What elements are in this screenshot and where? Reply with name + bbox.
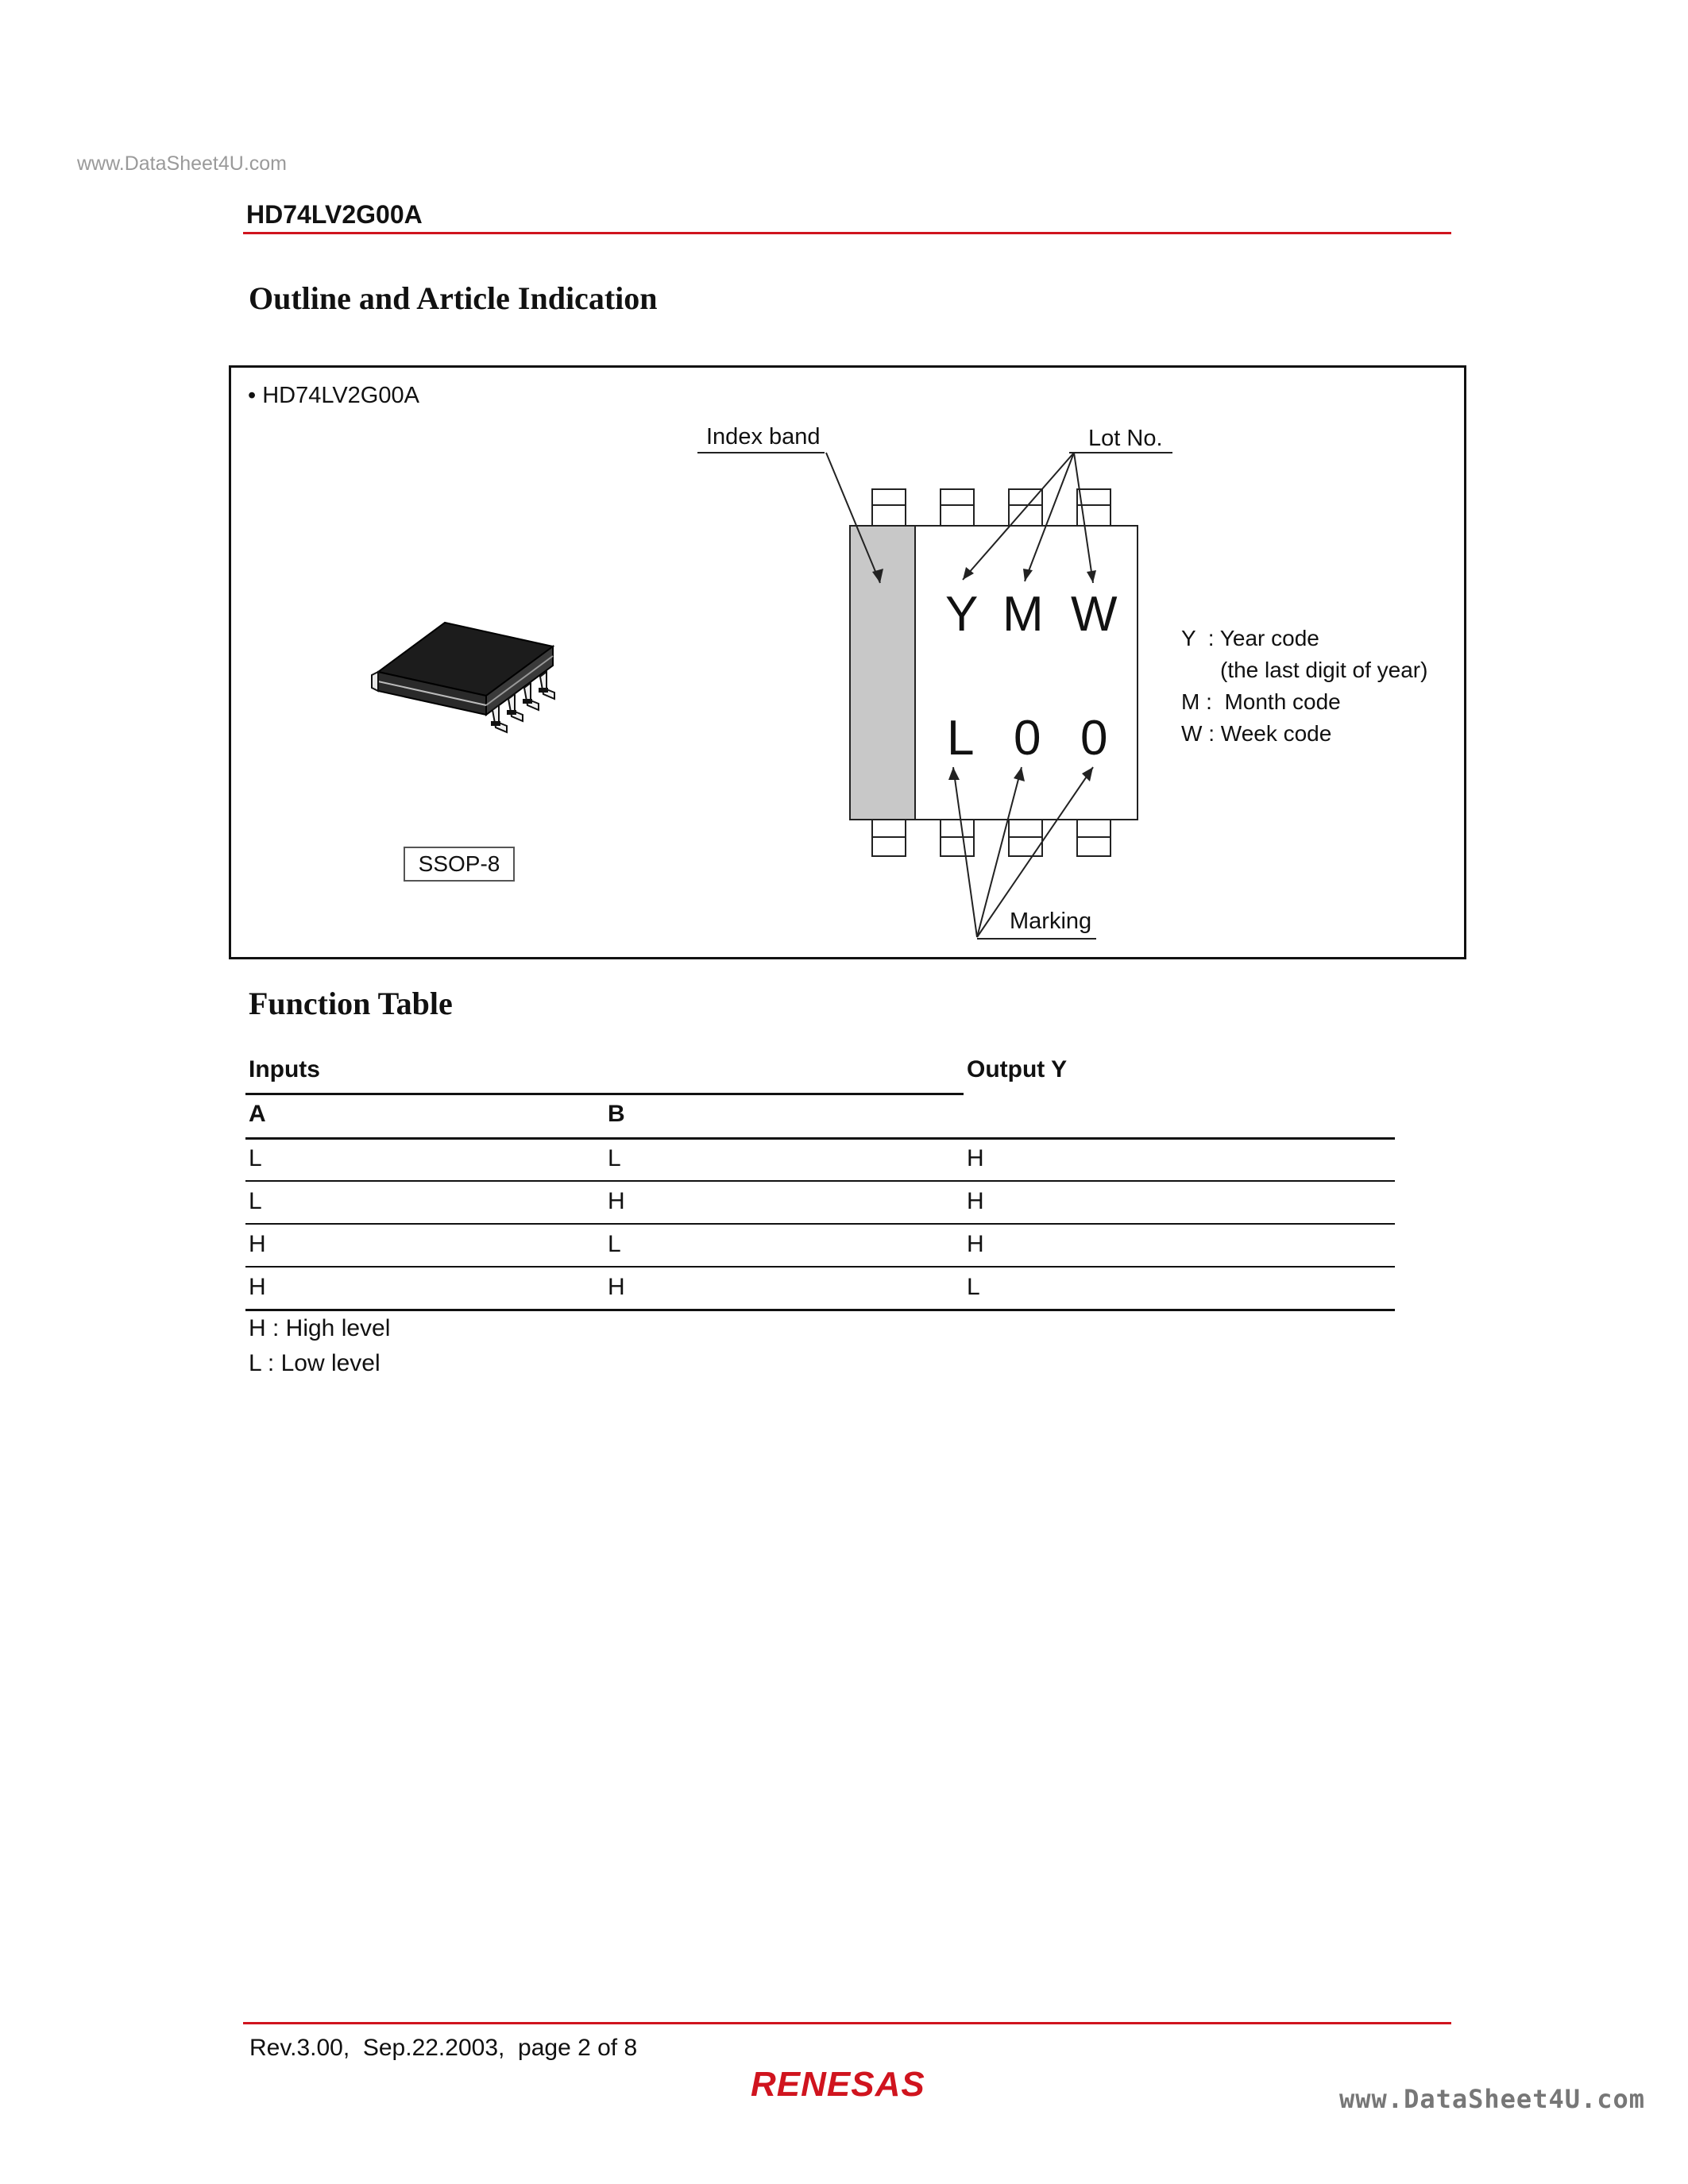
- lot-number-label: Lot No.: [1088, 426, 1163, 451]
- table-cell: H: [967, 1231, 984, 1257]
- table-cell: H: [608, 1274, 625, 1300]
- output-header: Output Y: [967, 1056, 1068, 1082]
- table-cell: H: [967, 1188, 984, 1214]
- bottom-pins: [872, 820, 1111, 856]
- header-rule: [243, 232, 1451, 234]
- renesas-logo: RENESAS: [751, 2065, 925, 2104]
- table-cell: L: [967, 1274, 980, 1300]
- header-bottom-rule: [245, 1137, 1395, 1140]
- note-high-level: H : High level: [249, 1315, 391, 1341]
- function-table-title: Function Table: [249, 986, 453, 1021]
- row-rule: [245, 1266, 1395, 1268]
- table-cell: L: [249, 1188, 262, 1214]
- legend-week: W : Week code: [1181, 721, 1332, 746]
- ssop8-package-drawing: [365, 612, 580, 754]
- package-type-label: SSOP-8: [404, 847, 515, 882]
- mark-lot-l: L: [947, 711, 975, 766]
- watermark-bottom: www.DataSheet4U.com: [1339, 2084, 1646, 2114]
- inputs-rule: [245, 1093, 964, 1095]
- marking-label: Marking: [1010, 909, 1092, 934]
- table-cell: H: [608, 1188, 625, 1214]
- footer-revision: Rev.3.00, Sep.22.2003, page 2 of 8: [249, 2035, 638, 2061]
- row-rule: [245, 1180, 1395, 1182]
- table-bottom-rule: [245, 1309, 1395, 1311]
- mark-week: W: [1071, 587, 1118, 642]
- table-cell: H: [249, 1231, 266, 1257]
- legend-year: Y : Year code: [1181, 626, 1319, 650]
- table-cell: H: [967, 1145, 984, 1171]
- outline-section-title: Outline and Article Indication: [249, 280, 658, 316]
- column-b-header: B: [608, 1101, 625, 1127]
- table-cell: L: [608, 1231, 621, 1257]
- watermark-top: www.DataSheet4U.com: [77, 152, 288, 175]
- table-cell: L: [249, 1145, 262, 1171]
- mark-month: M: [1002, 587, 1044, 642]
- legend-year-note: (the last digit of year): [1220, 658, 1428, 682]
- row-rule: [245, 1223, 1395, 1225]
- document-id: HD74LV2G00A: [246, 200, 423, 229]
- table-cell: L: [608, 1145, 621, 1171]
- table-cell: H: [249, 1274, 266, 1300]
- device-bullet: • HD74LV2G00A: [248, 383, 419, 408]
- inputs-header: Inputs: [249, 1056, 320, 1082]
- note-low-level: L : Low level: [249, 1350, 380, 1376]
- mark-year: Y: [945, 587, 979, 642]
- mark-lot-0a: 0: [1014, 711, 1041, 766]
- legend-month: M : Month code: [1181, 689, 1341, 714]
- column-a-header: A: [249, 1101, 266, 1127]
- footer-rule: [243, 2022, 1451, 2024]
- top-pins: [872, 489, 1111, 526]
- mark-lot-0b: 0: [1080, 711, 1108, 766]
- marking-diagram: [683, 413, 1176, 953]
- index-band-label: Index band: [706, 424, 821, 450]
